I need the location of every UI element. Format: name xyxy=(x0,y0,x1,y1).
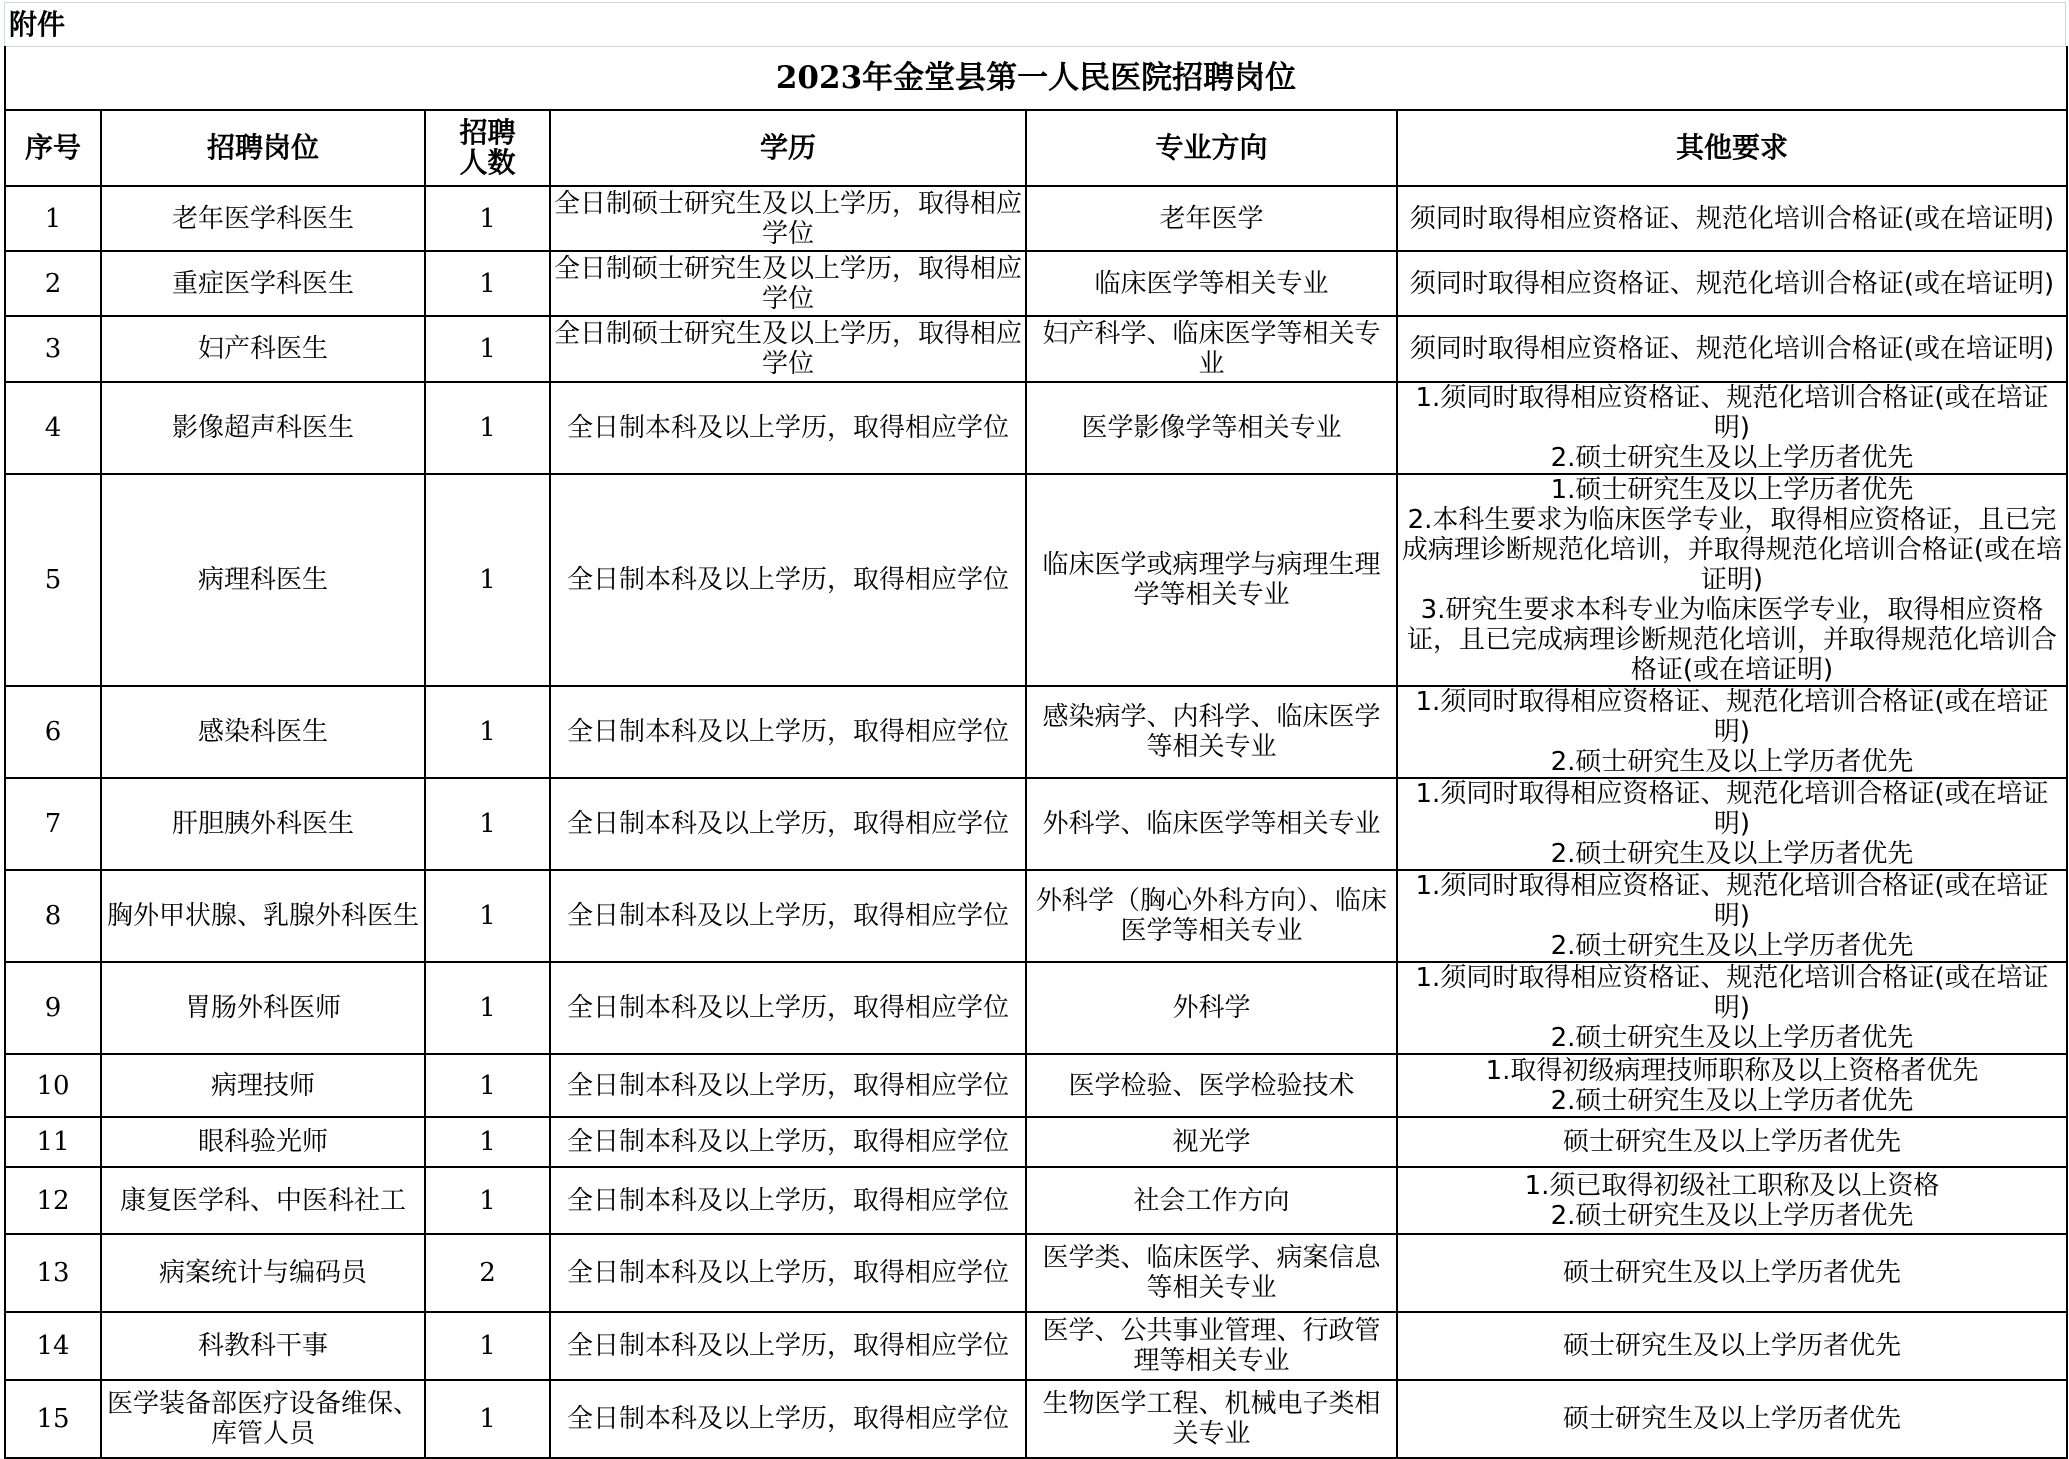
cell-position: 妇产科医生 xyxy=(101,316,425,382)
cell-index: 10 xyxy=(5,1054,101,1117)
cell-position: 康复医学科、中医科社工 xyxy=(101,1167,425,1234)
cell-position: 科教科干事 xyxy=(101,1312,425,1380)
cell-education: 全日制本科及以上学历，取得相应学位 xyxy=(550,870,1026,962)
cell-major: 医学影像学等相关专业 xyxy=(1026,382,1397,474)
cell-count: 1 xyxy=(425,382,550,474)
cell-position: 胃肠外科医师 xyxy=(101,962,425,1054)
table-row xyxy=(5,686,2067,778)
cell-index: 7 xyxy=(5,778,101,870)
cell-education: 全日制本科及以上学历，取得相应学位 xyxy=(550,1380,1026,1458)
table-row xyxy=(5,1054,2067,1117)
cell-other: 硕士研究生及以上学历者优先 xyxy=(1397,1312,2067,1380)
table-row xyxy=(5,316,2067,382)
cell-major: 社会工作方向 xyxy=(1026,1167,1397,1234)
cell-count: 1 xyxy=(425,251,550,316)
cell-education: 全日制硕士研究生及以上学历，取得相应学位 xyxy=(550,186,1026,251)
cell-other: 1.须已取得初级社工职称及以上资格 2.硕士研究生及以上学历者优先 xyxy=(1397,1167,2067,1234)
cell-count: 1 xyxy=(425,1380,550,1458)
cell-other: 1.须同时取得相应资格证、规范化培训合格证(或在培证明) 2.硕士研究生及以上学历者优先 xyxy=(1397,870,2067,962)
cell-count: 1 xyxy=(425,1117,550,1167)
table-row xyxy=(5,1234,2067,1312)
cell-education: 全日制本科及以上学历，取得相应学位 xyxy=(550,1312,1026,1380)
cell-education: 全日制本科及以上学历，取得相应学位 xyxy=(550,1054,1026,1117)
cell-major: 妇产科学、临床医学等相关专业 xyxy=(1026,316,1397,382)
cell-position: 医学装备部医疗设备维保、库管人员 xyxy=(101,1380,425,1458)
cell-major: 外科学（胸心外科方向）、临床医学等相关专业 xyxy=(1026,870,1397,962)
cell-position: 重症医学科医生 xyxy=(101,251,425,316)
cell-other: 须同时取得相应资格证、规范化培训合格证(或在培证明) xyxy=(1397,316,2067,382)
cell-count: 2 xyxy=(425,1234,550,1312)
header-other: 其他要求 xyxy=(1397,110,2067,186)
cell-major: 视光学 xyxy=(1026,1117,1397,1167)
cell-other: 1.取得初级病理技师职称及以上资格者优先 2.硕士研究生及以上学历者优先 xyxy=(1397,1054,2067,1117)
table-row xyxy=(5,1380,2067,1458)
cell-other: 须同时取得相应资格证、规范化培训合格证(或在培证明) xyxy=(1397,186,2067,251)
table-row xyxy=(5,1312,2067,1380)
cell-index: 1 xyxy=(5,186,101,251)
cell-index: 13 xyxy=(5,1234,101,1312)
cell-index: 4 xyxy=(5,382,101,474)
cell-count: 1 xyxy=(425,686,550,778)
cell-education: 全日制硕士研究生及以上学历，取得相应学位 xyxy=(550,251,1026,316)
cell-major: 医学检验、医学检验技术 xyxy=(1026,1054,1397,1117)
cell-education: 全日制本科及以上学历，取得相应学位 xyxy=(550,962,1026,1054)
table-row xyxy=(5,1117,2067,1167)
header-index: 序号 xyxy=(5,110,101,186)
cell-index: 14 xyxy=(5,1312,101,1380)
table-row xyxy=(5,1167,2067,1234)
cell-major: 医学类、临床医学、病案信息等相关专业 xyxy=(1026,1234,1397,1312)
cell-index: 11 xyxy=(5,1117,101,1167)
cell-other: 1.须同时取得相应资格证、规范化培训合格证(或在培证明) 2.硕士研究生及以上学历者优先 xyxy=(1397,778,2067,870)
cell-education: 全日制本科及以上学历，取得相应学位 xyxy=(550,382,1026,474)
cell-major: 外科学、临床医学等相关专业 xyxy=(1026,778,1397,870)
cell-count: 1 xyxy=(425,316,550,382)
cell-other: 硕士研究生及以上学历者优先 xyxy=(1397,1117,2067,1167)
table-row xyxy=(5,186,2067,251)
cell-index: 12 xyxy=(5,1167,101,1234)
cell-major: 生物医学工程、机械电子类相关专业 xyxy=(1026,1380,1397,1458)
cell-other: 1.硕士研究生及以上学历者优先 2.本科生要求为临床医学专业，取得相应资格证，且已完成病理诊断规范化培训，并取得规范化培训合格证(或在培证明) 3.研究生要求本科专业为临床医学专业，取得相应资格证，且已完成病理诊断规范化培训，并取得规范化培训合格证(或在培证明) xyxy=(1397,474,2067,686)
attachment-label: 附件 xyxy=(4,2,2066,46)
cell-major: 老年医学 xyxy=(1026,186,1397,251)
cell-count: 1 xyxy=(425,870,550,962)
cell-major: 外科学 xyxy=(1026,962,1397,1054)
cell-count: 1 xyxy=(425,474,550,686)
cell-index: 9 xyxy=(5,962,101,1054)
recruitment-table xyxy=(4,46,2068,1459)
cell-position: 病案统计与编码员 xyxy=(101,1234,425,1312)
table-row xyxy=(5,251,2067,316)
cell-other: 1.须同时取得相应资格证、规范化培训合格证(或在培证明) 2.硕士研究生及以上学历者优先 xyxy=(1397,382,2067,474)
table-row xyxy=(5,778,2067,870)
cell-education: 全日制本科及以上学历，取得相应学位 xyxy=(550,1234,1026,1312)
cell-count: 1 xyxy=(425,186,550,251)
cell-index: 6 xyxy=(5,686,101,778)
cell-education: 全日制硕士研究生及以上学历，取得相应学位 xyxy=(550,316,1026,382)
cell-position: 肝胆胰外科医生 xyxy=(101,778,425,870)
cell-index: 3 xyxy=(5,316,101,382)
cell-other: 硕士研究生及以上学历者优先 xyxy=(1397,1380,2067,1458)
table-row xyxy=(5,474,2067,686)
cell-index: 15 xyxy=(5,1380,101,1458)
cell-major: 医学、公共事业管理、行政管理等相关专业 xyxy=(1026,1312,1397,1380)
cell-position: 病理科医生 xyxy=(101,474,425,686)
cell-major: 临床医学等相关专业 xyxy=(1026,251,1397,316)
cell-education: 全日制本科及以上学历，取得相应学位 xyxy=(550,686,1026,778)
cell-position: 感染科医生 xyxy=(101,686,425,778)
cell-count: 1 xyxy=(425,778,550,870)
cell-count: 1 xyxy=(425,962,550,1054)
header-count: 招聘 人数 xyxy=(425,110,550,186)
cell-position: 影像超声科医生 xyxy=(101,382,425,474)
table-row xyxy=(5,962,2067,1054)
table-row xyxy=(5,870,2067,962)
header-major: 专业方向 xyxy=(1026,110,1397,186)
cell-other: 硕士研究生及以上学历者优先 xyxy=(1397,1234,2067,1312)
cell-position: 眼科验光师 xyxy=(101,1117,425,1167)
cell-position: 胸外甲状腺、乳腺外科医生 xyxy=(101,870,425,962)
cell-major: 临床医学或病理学与病理生理学等相关专业 xyxy=(1026,474,1397,686)
cell-education: 全日制本科及以上学历，取得相应学位 xyxy=(550,778,1026,870)
cell-index: 8 xyxy=(5,870,101,962)
cell-other: 1.须同时取得相应资格证、规范化培训合格证(或在培证明) 2.硕士研究生及以上学历者优先 xyxy=(1397,686,2067,778)
cell-index: 2 xyxy=(5,251,101,316)
header-position: 招聘岗位 xyxy=(101,110,425,186)
header-education: 学历 xyxy=(550,110,1026,186)
cell-count: 1 xyxy=(425,1054,550,1117)
table-row xyxy=(5,382,2067,474)
cell-count: 1 xyxy=(425,1312,550,1380)
cell-index: 5 xyxy=(5,474,101,686)
cell-count: 1 xyxy=(425,1167,550,1234)
cell-position: 老年医学科医生 xyxy=(101,186,425,251)
title-row xyxy=(5,47,2067,111)
cell-education: 全日制本科及以上学历，取得相应学位 xyxy=(550,1117,1026,1167)
cell-other: 1.须同时取得相应资格证、规范化培训合格证(或在培证明) 2.硕士研究生及以上学历者优先 xyxy=(1397,962,2067,1054)
cell-education: 全日制本科及以上学历，取得相应学位 xyxy=(550,1167,1026,1234)
cell-major: 感染病学、内科学、临床医学等相关专业 xyxy=(1026,686,1397,778)
cell-other: 须同时取得相应资格证、规范化培训合格证(或在培证明) xyxy=(1397,251,2067,316)
header-row xyxy=(5,110,2067,186)
table-title: 2023年金堂县第一人民医院招聘岗位 xyxy=(5,47,2067,111)
cell-education: 全日制本科及以上学历，取得相应学位 xyxy=(550,474,1026,686)
cell-position: 病理技师 xyxy=(101,1054,425,1117)
